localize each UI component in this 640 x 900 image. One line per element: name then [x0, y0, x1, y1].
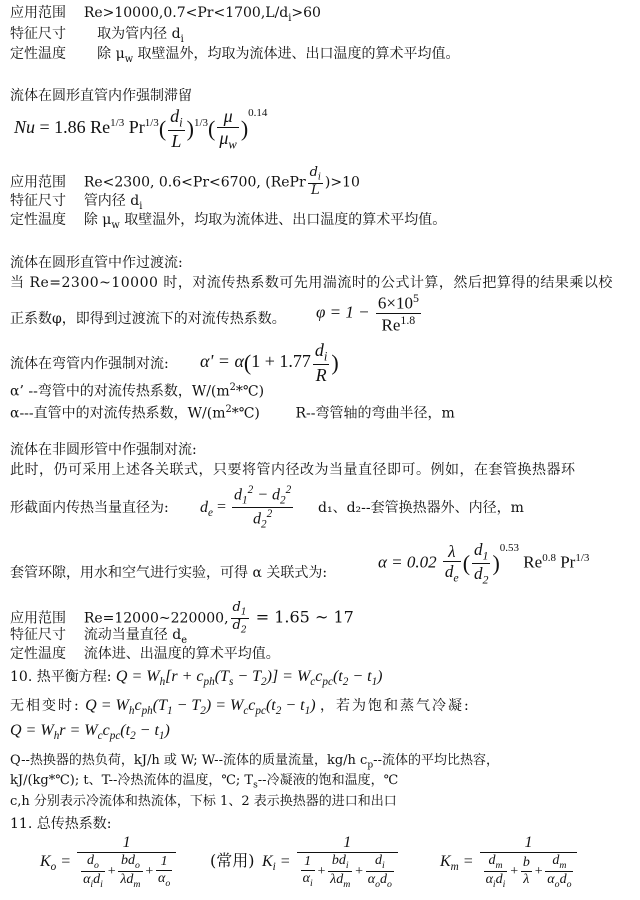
steam-label: ，若为饱和蒸气冷凝: — [319, 698, 471, 714]
alpha-annulus-equation: α = 0.02 $\frac{\lambda}{d_e}$ ( $\frac{d_1}{d_2}$ )$^{0.53}$ $Re^{0.8}$ $Pr^{1/3}$ — [378, 540, 590, 587]
subscript: e — [181, 634, 188, 646]
de-equation: $d_e$ = $\frac{d_1^2 - d_2^2}{d_2^2}$ — [200, 484, 292, 531]
di-over-l: $\frac{d_i}{L}$ — [309, 165, 321, 199]
s7-heading: 11. 总传热系数: — [10, 816, 112, 832]
subscript: w — [124, 53, 134, 65]
def-temps: kJ/(kg*℃); t、T--冷热流体的温度，℃; T — [10, 773, 254, 788]
subscript: p — [367, 760, 374, 771]
range-label: 应用范围 — [10, 610, 66, 627]
range-value: Re>10000,0.7<Pr<1700,L/d — [83, 5, 289, 21]
def-alpha-prime: α’ --弯管中的对流传热系数，W/(m — [10, 383, 230, 400]
common-label: (常用) — [210, 851, 255, 870]
def-ts: --冷凝液的饱和温度，℃ — [257, 773, 399, 788]
s4-def2 — [10, 401, 455, 423]
phi-lhs: φ = 1 − — [316, 302, 370, 322]
km-fraction: 1 $\frac{d_m}{\alpha_id_i}$ + $\frac{b}{\lambda}$ + $\frac{d_m}{\alpha_od_o}$ — [480, 834, 578, 891]
def-unit: *℃) — [235, 383, 265, 400]
s3-line1: 当 Re=2300~10000 时，对流传热系数可先用湍流时的公式计算，然后把算得的结果乘以校 — [10, 275, 613, 291]
bend-equation: α' = α(1 + 1.77 $\frac{d_i}{R}$ ) — [200, 340, 339, 386]
temp-value-tail: 取壁温外，均取为流体进、出口温度的算术平均值。 — [119, 212, 447, 228]
nu-coef: = 1.86 Re — [39, 117, 111, 137]
heat-balance-eq1: $Q = W_h[r + c_{ph}(T_s - T_2)] = W_cc_{pc}(t_2 - t_1)$ — [115, 668, 383, 689]
char-label: 特征尺寸 — [10, 627, 66, 643]
re-symbol: Re — [519, 552, 543, 572]
temp-label: 定性温度 — [10, 646, 66, 662]
pr-symbol: Pr — [124, 117, 145, 137]
range-tail: = 1.65 ~ 17 — [250, 607, 354, 627]
pr-symbol: Pr — [555, 552, 576, 572]
temp-value: 除 μ — [83, 212, 112, 228]
exponent: 1/3 — [110, 117, 125, 129]
alpha-symbol: α — [200, 351, 210, 371]
def-r: R--弯管轴的弯曲半径，m — [295, 405, 455, 422]
s6-def3: c,h 分别表示冷流体和热流体，下标 1、2 表示换热器的进口和出口 — [10, 794, 397, 809]
def-cp: --流体的平均比热容， — [373, 753, 499, 768]
km-equation: $K_m$ = 1 $\frac{d_m}{\alpha_id_i}$ + $\frac{b}{\lambda}$ + $\frac{d_m}{\alpha_od_o}$ — [440, 834, 579, 891]
ko-equation: $K_o$ = 1 $\frac{d_o}{\alpha_id_i}$ + $\frac{bd_o}{\lambda d_m}$ + $\frac{1}{\alpha_o}$ — [40, 834, 178, 891]
char-value: 取为管内径 d — [97, 26, 181, 42]
s5-line1: 此时，仍可采用上述各关联式，只要将管内径改为当量直径即可。例如，在套管换热器环 — [10, 462, 576, 478]
nu-equation: Nu = 1.86 $Re^{1/3}$ $Pr^{1/3}$( $\frac{d_i}{L}$ )$^{1/3}$( $\frac{\mu}{\mu_w}$ )$^{0.14}$ — [14, 106, 268, 152]
s4-def1 — [10, 379, 264, 401]
range-tail: >60 — [291, 5, 321, 21]
lambda-over-de: $\frac{\lambda}{d_e}$ — [444, 541, 459, 585]
exponent: 0.53 — [499, 541, 520, 554]
char-label: 特征尺寸 — [10, 193, 66, 209]
d1-over-d2: $\frac{d_1}{d_2}$ — [232, 600, 247, 636]
range-value: Re<2300, 0.6<Pr<6700, (RePr — [83, 174, 306, 191]
char-value: 管内径 d — [83, 193, 140, 209]
s5-line2: 形截面内传热当量直径为: — [10, 500, 169, 516]
temp-value-tail: 取壁温外，均取为流体进、出口温度的算术平均值。 — [133, 46, 460, 62]
exponent: 1/3 — [193, 117, 209, 129]
ko-fraction: 1 $\frac{d_o}{\alpha_id_i}$ + $\frac{bd_o}{\lambda d_m}$ + $\frac{1}{\alpha_o}$ — [77, 834, 176, 891]
phi-equation — [316, 292, 423, 335]
range-value: Re=12000~220000, — [83, 610, 229, 627]
range-label: 应用范围 — [10, 5, 66, 21]
temp-label: 定性温度 — [10, 46, 66, 62]
subscript: w — [111, 219, 120, 231]
heat-balance-heading: 10. 热平衡方程: — [10, 669, 112, 685]
s2-heading: 流体在圆形直管内作强制滞留 — [10, 88, 192, 104]
s5-temp-line — [10, 645, 280, 663]
ki-equation: $K_i$ = 1 $\frac{1}{\alpha_i}$ + $\frac{bd_i}{\lambda d_m}$ + $\frac{d_i}{\alpha_od_o}$ — [262, 834, 400, 891]
temp-value: 除 μ — [97, 46, 125, 62]
char-value: 流动当量直径 d — [83, 627, 182, 643]
s5-line3: 套管环隙，用水和空气进行实验，可得 α 关联式为: — [10, 565, 328, 581]
s4-heading: 流体在弯管内作强制对流: — [10, 356, 169, 372]
de-lhs: $d_e$ — [200, 498, 213, 519]
exponent: 0.8 — [542, 551, 556, 564]
superscript: 2 — [229, 382, 236, 393]
def-alpha: α---直管中的对流传热系数，W/(m — [10, 405, 226, 422]
heat-balance-eq2: $Q = W_hc_{ph}(T_1 - T_2) = W_cc_{pc}(t_2 - t_1)$ — [85, 697, 316, 718]
exponent: 1/3 — [144, 117, 159, 129]
heat-balance-eq3: $Q = W_hr = W_cc_{pc}(t_2 - t_1)$ — [10, 722, 170, 743]
de-note: d₁、d₂--套管换热器外、内径，m — [318, 500, 524, 516]
def-q-w: Q--热换器的热负荷，kJ/h 或 W; W--流体的质量流量，kg/h c — [10, 753, 368, 768]
char-label: 特征尺寸 — [10, 26, 66, 42]
range-tail: )>10 — [324, 174, 360, 191]
temp-label: 定性温度 — [10, 212, 66, 228]
nu-symbol: Nu — [14, 117, 36, 137]
exponent: 1/3 — [575, 551, 590, 564]
temp-value: 流体进、出温度的算术平均值。 — [83, 646, 280, 662]
def-unit: *℃) — [231, 405, 260, 422]
s2-temp-line — [10, 211, 446, 235]
subscript: i — [180, 33, 184, 45]
s3-heading: 流体在圆形直管中作过渡流: — [10, 255, 183, 271]
d1-over-d2: $\frac{d_1}{d_2}$ — [474, 540, 489, 587]
ki-fraction: 1 $\frac{1}{\alpha_i}$ + $\frac{bd_i}{\lambda d_m}$ + $\frac{d_i}{\alpha_od_o}$ — [297, 834, 398, 891]
mu-ratio: $\frac{\mu}{\mu_w}$ — [219, 106, 237, 152]
bend-factor: 1 + 1.77 — [251, 351, 311, 371]
di-over-l: $\frac{d_i}{L}$ — [170, 106, 183, 152]
s6-nophase-line — [10, 697, 471, 720]
no-phase-label: 无相变时: — [10, 698, 81, 714]
s1-temp-line — [10, 45, 460, 69]
de-fraction: $\frac{d_1^2 - d_2^2}{d_2^2}$ — [234, 484, 292, 531]
subscript: i — [288, 12, 292, 24]
subscript: s — [253, 780, 258, 791]
s6-heading-line — [10, 668, 382, 691]
phi-fraction: $\frac{6\times 10^5}{Re^{1.8}}$ — [377, 291, 419, 335]
s6-def2 — [10, 772, 398, 795]
alpha-lhs: α = 0.02 — [378, 552, 437, 572]
superscript: 2 — [225, 404, 232, 415]
subscript: i — [139, 200, 143, 212]
s5-heading: 流体在非圆形管中作强制对流: — [10, 442, 197, 458]
range-label: 应用范围 — [10, 174, 66, 191]
alpha-rhs: ' = α — [209, 351, 244, 371]
di-over-r: $\frac{d_i}{R}$ — [314, 340, 328, 386]
exponent: 0.14 — [248, 107, 268, 119]
s3-line2: 正系数φ，即得到过渡流下的对流传热系数。 — [10, 311, 286, 327]
